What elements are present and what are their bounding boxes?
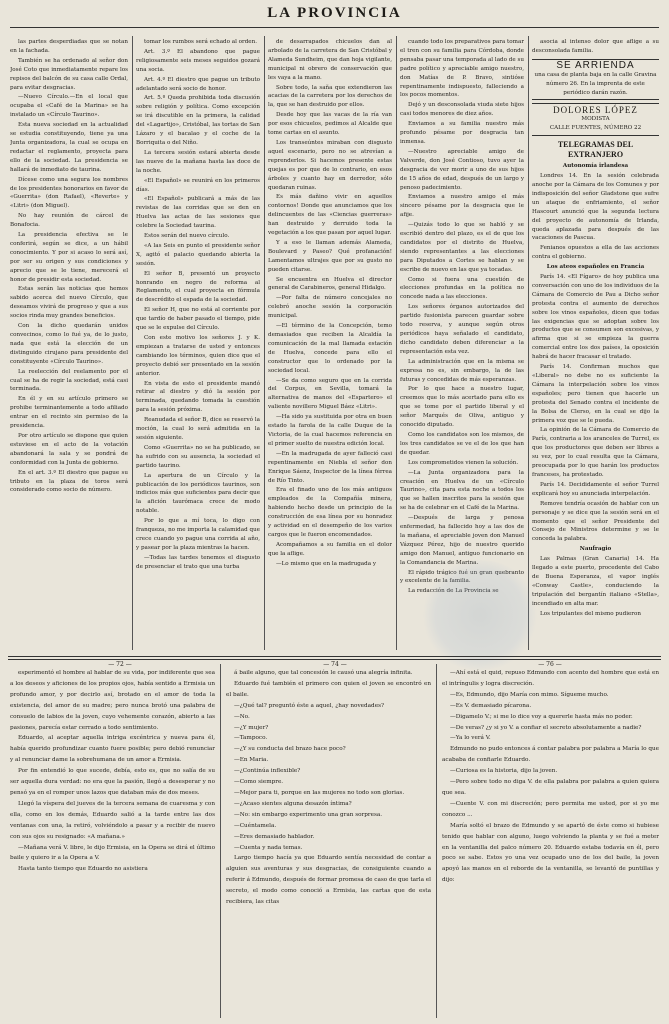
paragraph: Con la dicho quedarán unidos convecinos, como lo fué ya, de lo justo, nada que está la elección de un distinguido cirujano para presidente del constituyente «Círculo Taurino». — [10, 323, 128, 365]
paragraph: «El Español» publicará a más de las revistas de las corridas que se den en Huelva las actas de las sesiones que celebre la Sociedad taurina. — [136, 196, 260, 230]
paragraph: cuando todo los preparativos para tomar el tren con su familia para Córdoba, donde pensaba pasar una temporada al lado de su padre político y apreciable amigo nuestro, don Matías de P. Bravo, sintióse repentinamente indispuesto, falleciendo a los pocos momentos. — [400, 39, 524, 99]
paragraph: —Lo mismo que en la madrugada y — [276, 560, 376, 567]
paragraph: Por lo que hace a nuestro lugar, creemos que lo más acertado para ello es que se tome por el partido liberal y el señor Marqués de Oliva, antiguo y conocido diputado. — [400, 386, 524, 429]
paragraph: «A las Seis en punto el presidente señor X, agitó el palacio quedando abierta la sesión. — [136, 242, 260, 267]
paragraph: —Pero sobre todo no diga V. de ella palabra por palabra a quien quiera que sea. — [442, 779, 659, 796]
paragraph: Los comprometidos vienen la solución. — [408, 459, 519, 466]
paragraph: —En la madrugada de ayer falleció casi repentinamente en Niebla el señor don Enrique Sáenz, Inspector de la línea férrea de Río Tinto. — [268, 450, 392, 484]
telegram-paragraph: Remove tendría ocasión de hablar con un personaje y se dice que la sesión será en el momento que el señor Presidente del Consejo de Ministros determine y se le conceda la palabra. — [532, 500, 659, 543]
paragraph: Era el finado uno de los más antiguos empleados de la Compañía minera, habiendo hecho desde un principio de la construcción de esa línea por su honradez y actividad en el desempeño de los varios cargos que le fueron encomendados. — [268, 487, 392, 538]
paragraph: Edmundo no pudo entonces á contar palabra por palabra a María lo que acababa de confiarle Eduardo. — [442, 746, 659, 764]
paragraph: las partes desperdiadas que se notan en la fachada. — [10, 39, 128, 54]
column-3 — [268, 38, 392, 650]
paragraph: —Tampoco. — [234, 735, 268, 742]
paragraph: También se ha ordenado al señor don José Coto que inmediatamente repare los repisos del balcón de su casa calle Ordal, para evitar desgracias. — [10, 57, 128, 91]
paragraph: María soltó el brazo de Edmundo y se apartó de éste como si hubiese tenido que hablar con alguno, luego volviendo la planta y se fué a meter en la ventanilla del palco número 20. Eduardo estaba todavía en él, pero poco se sabe. Estos yo una vez ocupado uno de los del baile, la joven apoyó las manos en el reborde de la ventanilla, se levantó de puntillas y dijo: — [442, 822, 659, 884]
paragraph: Por otro artículo se dispone que quien estuviese en el acto de la votación abandonará la sala y se pondrá de conformidad con la Junta de gobierno. — [10, 432, 128, 466]
column-divider — [528, 36, 529, 650]
paragraph: El rápido trágico fué un gran quebranto y excelente de la familia. — [400, 569, 524, 585]
masthead-rule — [10, 27, 659, 28]
paragraph: —¿Acaso sientes alguna desazón íntima? — [234, 800, 352, 807]
telegram-subheading: Los ateos españoles en Francia — [546, 264, 645, 271]
telegram-subheading: Autonomía irlandesa — [562, 163, 629, 170]
paragraph: Como si fuera una cuestión de elecciones profundas en la política no concede nada a las elecciones. — [400, 276, 524, 301]
paragraph: —Ya lo verá V. — [450, 735, 491, 742]
column-divider — [436, 664, 437, 1018]
modista-ad — [532, 103, 659, 136]
paragraph: En vista de esto el presidente mandó retirar al diestro y dió la sesión por terminada, quedando tomada la cuestión para la sesión próxima. — [136, 380, 260, 414]
paragraph: La presidencia efectiva se le conferirá, según se dice, a un hábil conocimiento. Y por si acaso lo será así, por ser su origen y sus condiciones y aprecio que se le tiene, merecerá el honor de presidir esta sociedad. — [10, 232, 128, 283]
column-divider — [396, 36, 397, 650]
paragraph: Estos serán del nuevo círculo. — [144, 233, 230, 240]
telegram-paragraph: Las Palmas (Gran Canaria) 14. Ha llegado a este puerto, procedente del Cabo de Buena Esperanza, el vapor inglés «Conway Castle», conduciendo la tripulación del bergantín italiano «Stella», incendiado en alta mar. — [532, 556, 659, 607]
paragraph: —El término de la Concepción, temo demasiados que reciben la Alcaldía la comunicación de la mal llamada estación de Huelva, concede para ello el constructor que lo ordenado por la sociedad local. — [268, 323, 392, 374]
paragraph: Largo tiempo hacía ya que Eduardo sentía necesidad de contar a alguien sus aventuras y sus desgracias, de consiguiente cuando a referir á Edmundo, después de formar promesa de caso de que tarla el secreto, el modo como conoció a Ermisia, las cartas que de esta recibiera, las citas — [226, 855, 431, 906]
paragraph: La reelección del reelamento por el cual se ha de regir la sociedad, está casi terminada. — [10, 368, 128, 393]
paragraph: esperimentó el hombre al hablar de su vida, por indiferente que sea a los deseos y aficiones de los propios ojos, había sentido a Ermisia un profundo amor, y por decirlo así, brotado en el amor de toda la existencia, del amor de su madre; pero nunca brotó una palabra de consuelo de labios de la joven, cuyo vehemente corazón, abierto a las pasiones, parecía estar cerrado a todo sentimiento. — [10, 670, 215, 731]
paragraph: —De veras? ¿y si yo V. a confiar el secreto absolutamente a nadie? — [450, 724, 642, 731]
paragraph: —Es V. demasiado pícarona. — [450, 702, 532, 709]
paragraph: de desarrapados chicuelos dan al arbolado de la carretera de San Cristóbal y Alameda Sundheim, que dan hoja vigilante, municipal ni obrero de conservación que les vaya a la mano. — [268, 39, 392, 81]
paragraph: Reanudada el señor B, dice se reservó la moción, la cual lo será admitida en la sesión siguiente. — [136, 417, 260, 441]
section-divider — [8, 656, 661, 660]
paragraph: —Cuente V. con mi discreción; pero permita me usted, por si yo me conozco ... — [442, 800, 659, 818]
paragraph: —La Junta organizadora para la creación en Huelva de un «Círculo Taurino», cita para esta noche a todos los que se hallen inscritos para la sesión que se ha de celebrar en el Café de la Marina. — [400, 469, 524, 512]
paragraph: —¿Y mujer? — [234, 724, 269, 731]
paragraph: —¿Qué tal? preguntó éste a aquel, ¿hay novedades? — [234, 702, 385, 709]
paragraph: —Cuéntamela. — [234, 822, 277, 829]
paragraph: Sobre todo, la saña que extendieron las acacias de la carretera por los derechos de la, que se han destruido por ellos. — [268, 84, 392, 109]
paragraph: Los transeúntes miraban con disgusto aquel escenario, pero no se atrevían a reprenderlos. Si hacemos presente estas quejas es por que de lo contrario, en esos árboles y cuanto hay en derredor, sólo quedaran ruinas. — [268, 139, 392, 191]
paragraph: tomar los rumbos será echado al orden. — [144, 39, 257, 45]
paragraph: Acompañamos a su familia en el dolor que la aflige. — [268, 541, 392, 557]
paragraph: —Mejor para ti, porque en las mujeres no todo son glorias. — [234, 789, 405, 796]
paragraph: —Ahí está el quid, repuso Edmundo con acento del hombre que está en el intríngulis y logra discreción. — [442, 670, 659, 687]
serial-column-left — [10, 668, 215, 1018]
paragraph: La tercera sesión estará abierta desde las nueve de la mañana hasta las doce de la noche. — [136, 149, 260, 174]
paragraph: á baile alguno, que tal concesión le causó una alegría infinita. — [234, 670, 413, 676]
telegrams-heading: TELEGRAMAS DEL EXTRANJERO — [557, 140, 634, 160]
telegram-paragraph: Los tripulantes del mismo pudieron — [540, 610, 641, 617]
modista-role: MODISTA — [581, 116, 610, 123]
page-number-middle: — 74 — — [323, 661, 347, 668]
paragraph: El señor B, presentó un proyecto honrando en negro de reforma al Reglamento, el cual proyecta en fórmula de descrédito el espada de la sociedad. — [136, 270, 260, 304]
paragraph: Los señores órganos autorizados del partido fusionista parecen guardar sobre todo reserva, y aunque según otros periódicos haya señalado el candidato, dicho candidato deben diferenciar a la representación esta vez. — [400, 304, 524, 355]
paragraph: —Por falta de número concejales no celebró anoche sesión la corporación municipal. — [268, 295, 392, 320]
paragraph: Art. 3.º El abandono que pague religiosamente seis meses seguidos gozará una socia. — [136, 48, 260, 73]
paragraph: Como «Guerrita» no se ha publicado, se ha sufrido con su ausencia, la sociedad el partido taurino. — [136, 444, 260, 469]
paragraph: Como los candidatos son los mismos, de los tres candidatos se ve el de los que han de quedar. — [400, 431, 524, 456]
telegram-paragraph: París 14. Decididamente el señor Turrel explicará hoy su anunciada interpelación. — [532, 481, 659, 497]
column-1 — [10, 38, 128, 650]
paragraph: —Eres demasiado hablador. — [234, 833, 315, 840]
paragraph: Enviamos a nuestro amigo el más sincero pésame por la desgracia que le afije. — [400, 194, 524, 219]
paragraph: —No: sin embargo experimento una gran sorpresa. — [234, 811, 383, 818]
rental-ad — [532, 59, 659, 101]
paragraph: En él y en su artículo primero se prohibe terminantemente a todo afiliado entrar en el recinto sin permiso de la presidencia. — [10, 396, 128, 430]
column-divider — [132, 36, 133, 650]
library-stamp-watermark — [420, 560, 540, 670]
paragraph: —Cuenta y nada temas. — [234, 844, 303, 851]
telegram-paragraph: La opinión de la Cámara de Comercio de París, contraria a los aranceles de Turrel, es que los productores que deben ser libres a su vez, por lo cual resulta que la Cámara, preocupada por lo que harán los productos franceses, ha protestado. — [532, 427, 659, 478]
paragraph: Llegó la víspera del jueves de la tercera semana de cuaresma y con ella, como en los demás, Eduardo salió a la tarde entre las dos ventanas con una, la retiró, volviéndolo a pasar y a recibir de nuevo con sus ojos su resignado: «A mañana.» — [10, 800, 215, 840]
paragraph: —Después de larga y penosa enfermedad, ha fallecido hoy a las dos de la mañana, el apreciable joven don Manuel Vázquez Pérez, hijo de nuestro querido amigo don Manuel, antiguo funcionario en la Comandancia de Marina. — [400, 515, 524, 566]
paragraph: Estas serán las noticias que hemos sabido acerca del nuevo Círculo, que deseamos vivirá de progreso y que a sus socios rinda muy grandes beneficios. — [10, 286, 128, 320]
telegram-paragraph: Fenianos opuestos a ella de las acciones contra el gobierno. — [532, 245, 659, 261]
paragraph: El señor H, que no está al corriente por que tardío de haber pasado el tiempo, pide que se le expulse del Círculo. — [136, 307, 260, 332]
paragraph: Eduardo, al aceptar aquella intriga excéntrica y nueva para él, había querido profundizar cuanto fuere posible; pero debió renunciar y al renunciar dame la sobrehumana de un amor a Ermisia. — [10, 735, 215, 764]
modista-address: CALLE FUENTES, NÚMERO 22 — [549, 125, 642, 132]
telegram-subheading: Naufragio — [579, 546, 612, 553]
paragraph: Dícese como una segura los nombres de los presidentes honorarios en favor de «Guerrita» (don Rafael), «Reverte» y «Litri» (don Miguel). — [10, 176, 128, 210]
paragraph: Se encuentra en Huelva el director general de Carabineros, general Hidalgo. — [268, 276, 392, 292]
paragraph: —Nuestro apreciable amigo de Valverde, don José Contioso, tuvo ayer la desgracia de ver morir a uno de sus hijos de 15 años de edad, después de un largo y penoso padecimiento. — [400, 148, 524, 191]
paragraph: Con este motivo los señores J. y K. empiezan a tratarse de usted y entonces cambiando los términos, quien dice que el proyecto debió ser presentado en la sesión anterior. — [136, 335, 260, 377]
paragraph: —Ha sido ya sustituida por otra en buen estado la farola de la calle Duque de la Victoria, de la cual hacemos referencia en el primer suelto de nuestra edición local. — [268, 414, 392, 447]
paragraph: Por fin entendió lo que sucede, debía, esto es, que no salía de su ser aquella dura verdad: no era que la pasión, llegó a desesperar y no pensó ya en el romper unos lazos que databan más de dos meses. — [10, 768, 215, 796]
column-divider — [264, 36, 265, 650]
paragraph: No hay reunión de cárcel de Bonafocia. — [10, 213, 128, 229]
paragraph: Es más dañino vivir en aquellos contornos! Donde que anunciamos que los delincuentes de las «Ciencias guerreras» han destruido y derruido toda la vegetación a los que pasan por aquel lugar. — [268, 194, 392, 237]
modista-name: DOLORES LÓPEZ — [553, 105, 638, 116]
paragraph: —Quizás todo lo que se habló y se escribió dentro del plazo, es el de que los candidatos por el distrito de Huelva, siendo representantes a las elecciones para Diputados a Cortes se hablan y se escribe de nuevo en las que ya tocadas. — [400, 222, 524, 273]
newspaper-title: LA PROVINCIA — [267, 5, 402, 21]
column-divider — [220, 664, 221, 1018]
paragraph: Esta nueva sociedad en la actualidad se estudia constituyendo, tiene ya una Junta organizadora, la cual se ocupa en redactar el reglamento, proyecta para ello de la sociedad. La presidencia se hallará de inmediato de taurina. — [10, 122, 128, 173]
column-5-intro: asocia al intenso dolor que aflige a su desconsolada familia. — [532, 39, 659, 54]
paragraph: —Curiosa es la historia, dijo la joven. — [450, 768, 558, 775]
rental-ad-text: una casa de planta baja en la calle Gravina número 26. En la imprenta de este periódico darán razón. — [534, 71, 657, 96]
paragraph: —No. — [234, 713, 250, 720]
paragraph: —Mañana verá V. libre, le dijo Ermisia, en la Opera se dirá el último baile y quiero ir a la Opera a V. — [10, 844, 215, 862]
page-number-right: — 76 — — [538, 661, 562, 668]
paragraph: Art. 4.º El diestro que pague un tributo adelantado será socio de honor. — [136, 76, 260, 92]
telegrams-list — [532, 162, 659, 618]
paragraph: —Digamelo V.; si me lo dice voy a quererle hasta más no poder. — [450, 713, 633, 720]
paragraph: —¿Y su conducta del brazo hace poco? — [234, 746, 346, 753]
paragraph: —Todas las tardes tenemos el disgusto de presenciar el trato que una turba — [136, 554, 260, 570]
serial-column-right — [442, 668, 659, 1018]
paragraph: —Es, Edmundo, dijo María con mimo. Sígueme mucho. — [450, 691, 609, 698]
paragraph: La administración que en la misma se expresa no es, sin embargo, la de las futuras y concedidas de más esperanzas. — [400, 358, 524, 383]
paragraph: Dejó y un desconsolada viuda siete hijos casi todos menores de diez años. — [400, 102, 524, 118]
column-2 — [136, 38, 260, 650]
paragraph: «El Español» se reunirá en los primeros días. — [136, 177, 260, 193]
paragraph: Eduardo fué también el primero con quien el joven se encontró en el baile. — [226, 680, 431, 698]
column-5 — [532, 38, 659, 650]
paragraph: —¿Continúa inflexible? — [234, 768, 301, 775]
rental-ad-label: SE ARRIENDA — [556, 59, 635, 71]
paragraph: Por lo que a mí toca, lo digo con franqueza, no me importa la calamidad que crece cuando yo pague una corrida al año, y pasear por la plaza mientras la hacen. — [136, 518, 260, 551]
paragraph: La redacción de La Provincia se — [408, 588, 499, 595]
paragraph: La apertura de un Círculo y la publicación de los periódicos taurinos, son indicios más que suficientes para decir que la afición taurómaca crece de modo notable. — [136, 472, 260, 515]
paragraph: Y a eso le llaman además Alameda, Boulevard y Paseo? Qué profanación! Lamentamos ultrajes que por su gusto no pueden citarse. — [268, 239, 392, 273]
paragraph: —En Maria. — [234, 757, 269, 764]
serial-column-middle — [226, 668, 431, 1018]
page-number-left: — 72 — — [108, 661, 132, 668]
paragraph: —Se da como seguro que en la corrida del Corpus, en Sevilla, tomará la alternativa de manos del «Espartero» el valiente novillero Miguel Báez «Litri». — [268, 377, 392, 411]
telegram-paragraph: París 14. «El Fígaro» de hoy publica una conversación con uno de los individuos de la Cámara de Comercio de Pau a Dicho señor protesta contra el aumento de derechos sobre los vinos españoles, dicen que todas las exigencias que se adoptan sobre los productos que se consumen son excesivas, y afirma que si se empieza la guerra comercial entre los dos países, la oposición habrá de hacer fracasar el tratado. — [532, 274, 659, 361]
paragraph: Hasta tanto tiempo que Eduardo no asistiera — [18, 866, 148, 873]
column-4 — [400, 38, 524, 650]
paragraph: En el art. 3.º El diestro que pague su tributo en la plaza de toros será considerado como socio de número. — [10, 469, 128, 494]
telegram-paragraph: París 14. Confirman muchos que «Liberal» no debe no es suficiente la Cámara la interpelación sobre los vinos españoles; pero tienen que hacerle un protesta del Senado contra el incidente de la Bolsa de Clerso, en la cual se dijo la primera voz que se le pueda. — [532, 364, 659, 424]
paragraph: Desde hoy que las vacas de la ría van por esos chicuelos, pedimos al Alcalde que tome cartas en el asunto. — [268, 112, 392, 137]
masthead — [0, 0, 669, 26]
telegram-paragraph: Londres 14. En la sesión celebrada anoche por la Cámara de los Comunes y por indisposición del señor Gladstone que sufre un ataque de enfriamiento, el señor Hascourt anunció que la segunda lectura del proyecto de autonomía de Irlanda, queda aplazada para después de las vacaciones de Pascua. — [532, 173, 659, 242]
paragraph: —Nuevo Círculo.—En el local que ocupaba el «Café de la Marina» se ha instalado un «Círculo Taurino». — [10, 94, 128, 119]
paragraph: Art. 5.º Queda prohibida toda discusión sobre religión y política. Como excepción se irá discutible en la primera, la calidad del «Lagartijo», Cristóbal, las tortas de San Lázaro y el bacalao y el coche de la Borriquita o del Niño. — [136, 95, 260, 146]
paragraph: Enviamos a su familia nuestro más profundo pésame por desgracia tan inmensa. — [400, 121, 524, 145]
paragraph: —Como siempre. — [234, 779, 284, 786]
